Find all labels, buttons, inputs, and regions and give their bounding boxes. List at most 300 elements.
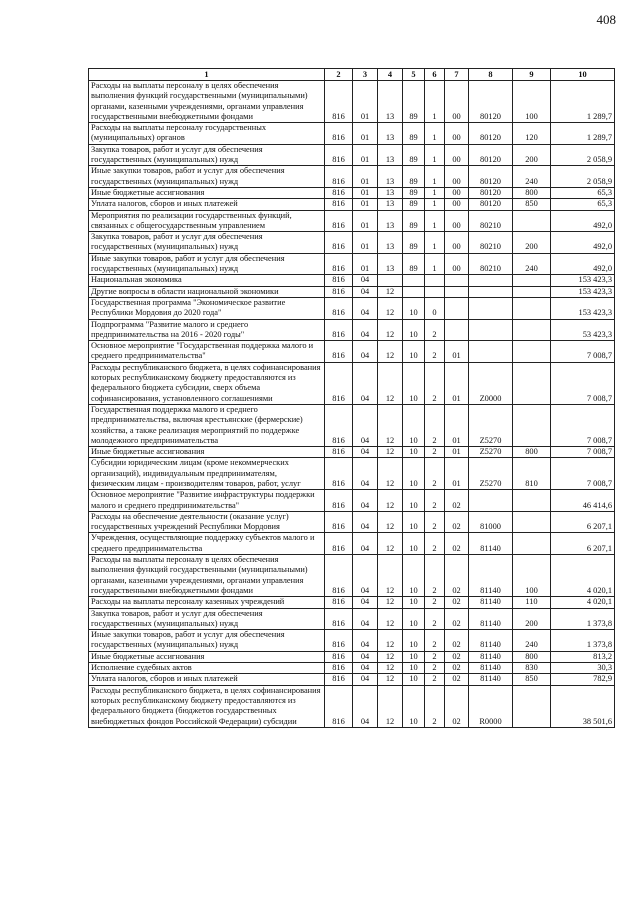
- description-cell: Государственная программа "Экономическое развитие Республики Мордовия до 2020 года": [89, 297, 325, 319]
- measure-code-cell: 02: [445, 533, 469, 555]
- program-code-cell: 10: [403, 651, 425, 662]
- program-code-cell: [403, 275, 425, 286]
- table-row: [89, 319, 615, 341]
- section-code-cell: 01: [353, 210, 378, 232]
- ministry-code-cell: 816: [325, 533, 353, 555]
- ministry-code-cell: 816: [325, 275, 353, 286]
- expense-type-code-cell: [513, 511, 551, 533]
- subprogram-code-cell: 2: [425, 597, 445, 608]
- section-code-cell: 04: [353, 651, 378, 662]
- section-code-cell: 04: [353, 275, 378, 286]
- subprogram-code-cell: 2: [425, 319, 445, 341]
- measure-code-cell: [445, 297, 469, 319]
- subsection-code-cell: 12: [378, 490, 403, 512]
- measure-code-cell: 01: [445, 362, 469, 404]
- program-code-cell: 10: [403, 297, 425, 319]
- expense-type-code-cell: 200: [513, 608, 551, 630]
- amount-cell: 492,0: [551, 210, 615, 232]
- description-cell: Расходы на выплаты персоналу в целях обеспечения выполнения функций государственными (муниципальными) органами, казенными учреждениями, органами управления государственными внебюджетными фондами: [89, 555, 325, 597]
- expense-direction-code-cell: 81140: [469, 630, 513, 652]
- program-code-cell: 10: [403, 490, 425, 512]
- subprogram-code-cell: 2: [425, 555, 445, 597]
- program-code-cell: 10: [403, 404, 425, 446]
- subsection-code-cell: 12: [378, 362, 403, 404]
- section-code-cell: 04: [353, 490, 378, 512]
- ministry-code-cell: 816: [325, 663, 353, 674]
- table-row: [89, 286, 615, 297]
- expense-direction-code-cell: 80120: [469, 144, 513, 166]
- subprogram-code-cell: 1: [425, 166, 445, 188]
- expense-type-code-cell: 200: [513, 144, 551, 166]
- table-row: [89, 297, 615, 319]
- ministry-code-cell: 816: [325, 286, 353, 297]
- program-code-cell: 10: [403, 533, 425, 555]
- table-row: [89, 275, 615, 286]
- measure-code-cell: 00: [445, 199, 469, 210]
- subprogram-code-cell: 1: [425, 199, 445, 210]
- measure-code-cell: 02: [445, 511, 469, 533]
- subprogram-code-cell: 0: [425, 297, 445, 319]
- section-code-cell: 04: [353, 404, 378, 446]
- measure-code-cell: 02: [445, 663, 469, 674]
- section-code-cell: 04: [353, 447, 378, 458]
- measure-code-cell: 01: [445, 447, 469, 458]
- column-header-8: 8: [469, 69, 513, 81]
- amount-cell: 6 207,1: [551, 511, 615, 533]
- description-cell: Иные закупки товаров, работ и услуг для обеспечения государственных (муниципальных) нужд: [89, 630, 325, 652]
- description-cell: Иные закупки товаров, работ и услуг для обеспечения государственных (муниципальных) нужд: [89, 166, 325, 188]
- description-cell: Расходы на выплаты персоналу государственных (муниципальных) органов: [89, 123, 325, 145]
- subsection-code-cell: 12: [378, 511, 403, 533]
- table-row: [89, 663, 615, 674]
- program-code-cell: 10: [403, 608, 425, 630]
- description-cell: Закупка товаров, работ и услуг для обеспечения государственных (муниципальных) нужд: [89, 608, 325, 630]
- subsection-code-cell: 12: [378, 341, 403, 363]
- measure-code-cell: 02: [445, 597, 469, 608]
- description-cell: Закупка товаров, работ и услуг для обеспечения государственных (муниципальных) нужд: [89, 144, 325, 166]
- ministry-code-cell: 816: [325, 232, 353, 254]
- program-code-cell: 10: [403, 685, 425, 727]
- section-code-cell: 04: [353, 362, 378, 404]
- table-row: [89, 232, 615, 254]
- table-row: [89, 81, 615, 123]
- measure-code-cell: 00: [445, 166, 469, 188]
- amount-cell: 492,0: [551, 253, 615, 275]
- table-row: [89, 533, 615, 555]
- section-code-cell: 01: [353, 81, 378, 123]
- subprogram-code-cell: [425, 275, 445, 286]
- program-code-cell: 89: [403, 210, 425, 232]
- expense-type-code-cell: 100: [513, 555, 551, 597]
- subprogram-code-cell: 1: [425, 232, 445, 254]
- measure-code-cell: 01: [445, 404, 469, 446]
- expense-type-code-cell: 850: [513, 199, 551, 210]
- subprogram-code-cell: 2: [425, 651, 445, 662]
- subprogram-code-cell: 2: [425, 608, 445, 630]
- header-row: [89, 69, 615, 81]
- ministry-code-cell: 816: [325, 597, 353, 608]
- program-code-cell: 10: [403, 597, 425, 608]
- section-code-cell: 01: [353, 166, 378, 188]
- measure-code-cell: 00: [445, 187, 469, 198]
- description-cell: Расходы республиканского бюджета, в целях софинансирования которых республиканскому бюджету предоставляются из федерального бюджета субсидии, сверх объема софинансирования, установленного соглашениями: [89, 362, 325, 404]
- expense-direction-code-cell: Z5270: [469, 458, 513, 490]
- ministry-code-cell: 816: [325, 123, 353, 145]
- expense-type-code-cell: [513, 490, 551, 512]
- amount-cell: 7 008,7: [551, 458, 615, 490]
- column-header-6: 6: [425, 69, 445, 81]
- expense-type-code-cell: [513, 404, 551, 446]
- amount-cell: 65,3: [551, 187, 615, 198]
- program-code-cell: 10: [403, 447, 425, 458]
- column-header-9: 9: [513, 69, 551, 81]
- expense-type-code-cell: 240: [513, 630, 551, 652]
- section-code-cell: 04: [353, 286, 378, 297]
- ministry-code-cell: 816: [325, 253, 353, 275]
- amount-cell: 4 020,1: [551, 597, 615, 608]
- table-body: [89, 81, 615, 728]
- table-row: [89, 362, 615, 404]
- ministry-code-cell: 816: [325, 210, 353, 232]
- table-row: [89, 341, 615, 363]
- expense-type-code-cell: [513, 533, 551, 555]
- subprogram-code-cell: 2: [425, 404, 445, 446]
- subsection-code-cell: 12: [378, 555, 403, 597]
- table-row: [89, 144, 615, 166]
- expense-direction-code-cell: 81140: [469, 597, 513, 608]
- expense-direction-code-cell: [469, 319, 513, 341]
- ministry-code-cell: 816: [325, 187, 353, 198]
- expense-direction-code-cell: [469, 490, 513, 512]
- measure-code-cell: 02: [445, 608, 469, 630]
- expense-type-code-cell: 120: [513, 123, 551, 145]
- description-cell: Основное мероприятие "Государственная поддержка малого и среднего предпринимательства": [89, 341, 325, 363]
- subprogram-code-cell: 2: [425, 490, 445, 512]
- subprogram-code-cell: 2: [425, 341, 445, 363]
- subsection-code-cell: 12: [378, 630, 403, 652]
- page-number: 408: [596, 12, 616, 27]
- amount-cell: 1 373,8: [551, 608, 615, 630]
- expense-type-code-cell: 110: [513, 597, 551, 608]
- ministry-code-cell: 816: [325, 630, 353, 652]
- table-row: [89, 187, 615, 198]
- column-header-4: 4: [378, 69, 403, 81]
- expense-direction-code-cell: 80210: [469, 232, 513, 254]
- amount-cell: 38 501,6: [551, 685, 615, 727]
- subsection-code-cell: 13: [378, 144, 403, 166]
- table-row: [89, 555, 615, 597]
- subprogram-code-cell: 2: [425, 458, 445, 490]
- table-row: [89, 511, 615, 533]
- description-cell: Расходы на обеспечение деятельности (оказание услуг) государственных учреждений Республики Мордовия: [89, 511, 325, 533]
- section-code-cell: 01: [353, 187, 378, 198]
- measure-code-cell: 00: [445, 253, 469, 275]
- table-row: [89, 210, 615, 232]
- subsection-code-cell: 13: [378, 166, 403, 188]
- program-code-cell: 10: [403, 341, 425, 363]
- column-header-7: 7: [445, 69, 469, 81]
- description-cell: Подпрограмма "Развитие малого и среднего предпринимательства на 2016 - 2020 годы": [89, 319, 325, 341]
- expense-direction-code-cell: 81140: [469, 555, 513, 597]
- description-cell: Иные бюджетные ассигнования: [89, 651, 325, 662]
- measure-code-cell: 02: [445, 490, 469, 512]
- subsection-code-cell: 12: [378, 404, 403, 446]
- ministry-code-cell: 816: [325, 490, 353, 512]
- expense-direction-code-cell: 80120: [469, 199, 513, 210]
- subprogram-code-cell: 2: [425, 511, 445, 533]
- table-row: [89, 404, 615, 446]
- table-row: [89, 630, 615, 652]
- section-code-cell: 04: [353, 608, 378, 630]
- ministry-code-cell: 816: [325, 555, 353, 597]
- measure-code-cell: 00: [445, 144, 469, 166]
- subprogram-code-cell: 1: [425, 123, 445, 145]
- table-row: [89, 447, 615, 458]
- table-row: [89, 123, 615, 145]
- subsection-code-cell: 12: [378, 447, 403, 458]
- section-code-cell: 04: [353, 511, 378, 533]
- description-cell: Исполнение судебных актов: [89, 663, 325, 674]
- section-code-cell: 01: [353, 144, 378, 166]
- measure-code-cell: [445, 319, 469, 341]
- amount-cell: 2 058,9: [551, 166, 615, 188]
- description-cell: Субсидии юридическим лицам (кроме некоммерческих организаций), индивидуальным предпринимателям, физическим лицам - производителям товаров, работ, услуг: [89, 458, 325, 490]
- subsection-code-cell: 13: [378, 199, 403, 210]
- description-cell: Национальная экономика: [89, 275, 325, 286]
- expense-type-code-cell: 800: [513, 651, 551, 662]
- ministry-code-cell: 816: [325, 144, 353, 166]
- subsection-code-cell: 13: [378, 253, 403, 275]
- ministry-code-cell: 816: [325, 404, 353, 446]
- program-code-cell: 89: [403, 144, 425, 166]
- subsection-code-cell: 12: [378, 674, 403, 685]
- description-cell: Иные закупки товаров, работ и услуг для обеспечения государственных (муниципальных) нужд: [89, 253, 325, 275]
- budget-table: [88, 68, 615, 728]
- expense-type-code-cell: 830: [513, 663, 551, 674]
- table-row: [89, 458, 615, 490]
- amount-cell: 782,9: [551, 674, 615, 685]
- column-header-2: 2: [325, 69, 353, 81]
- subprogram-code-cell: 2: [425, 630, 445, 652]
- program-code-cell: 10: [403, 458, 425, 490]
- table-row: [89, 608, 615, 630]
- subprogram-code-cell: 1: [425, 81, 445, 123]
- expense-direction-code-cell: 80120: [469, 166, 513, 188]
- column-header-3: 3: [353, 69, 378, 81]
- ministry-code-cell: 816: [325, 362, 353, 404]
- description-cell: Мероприятия по реализации государственных функций, связанных с общегосударственным управлением: [89, 210, 325, 232]
- section-code-cell: 04: [353, 674, 378, 685]
- expense-type-code-cell: 240: [513, 253, 551, 275]
- subsection-code-cell: 13: [378, 81, 403, 123]
- subsection-code-cell: 12: [378, 597, 403, 608]
- measure-code-cell: 02: [445, 555, 469, 597]
- section-code-cell: 04: [353, 663, 378, 674]
- description-cell: Расходы республиканского бюджета, в целях софинансирования которых республиканскому бюджету предоставляются из федерального бюджета (бюджетов государственных внебюджетных фондов Российской Федерации) субсидии: [89, 685, 325, 727]
- program-code-cell: [403, 286, 425, 297]
- amount-cell: 1 289,7: [551, 81, 615, 123]
- description-cell: Уплата налогов, сборов и иных платежей: [89, 674, 325, 685]
- measure-code-cell: 02: [445, 651, 469, 662]
- expense-direction-code-cell: [469, 286, 513, 297]
- subsection-code-cell: 13: [378, 123, 403, 145]
- subprogram-code-cell: 2: [425, 685, 445, 727]
- ministry-code-cell: 816: [325, 511, 353, 533]
- subsection-code-cell: 12: [378, 651, 403, 662]
- measure-code-cell: 02: [445, 630, 469, 652]
- section-code-cell: 04: [353, 319, 378, 341]
- section-code-cell: 04: [353, 297, 378, 319]
- expense-type-code-cell: [513, 286, 551, 297]
- expense-type-code-cell: 810: [513, 458, 551, 490]
- ministry-code-cell: 816: [325, 458, 353, 490]
- subprogram-code-cell: 1: [425, 210, 445, 232]
- amount-cell: 153 423,3: [551, 286, 615, 297]
- expense-type-code-cell: 800: [513, 447, 551, 458]
- amount-cell: 4 020,1: [551, 555, 615, 597]
- expense-direction-code-cell: 81140: [469, 674, 513, 685]
- section-code-cell: 01: [353, 253, 378, 275]
- expense-direction-code-cell: Z0000: [469, 362, 513, 404]
- section-code-cell: 04: [353, 685, 378, 727]
- subsection-code-cell: 12: [378, 297, 403, 319]
- program-code-cell: 10: [403, 511, 425, 533]
- subprogram-code-cell: 2: [425, 362, 445, 404]
- description-cell: Основное мероприятие "Развитие инфраструктуры поддержки малого и среднего предпринимательства": [89, 490, 325, 512]
- column-header-1: 1: [89, 69, 325, 81]
- subsection-code-cell: 12: [378, 319, 403, 341]
- expense-type-code-cell: [513, 685, 551, 727]
- measure-code-cell: 02: [445, 685, 469, 727]
- amount-cell: 492,0: [551, 232, 615, 254]
- subsection-code-cell: 12: [378, 685, 403, 727]
- amount-cell: 813,2: [551, 651, 615, 662]
- table-row: [89, 166, 615, 188]
- amount-cell: 7 008,7: [551, 404, 615, 446]
- expense-direction-code-cell: 80210: [469, 210, 513, 232]
- ministry-code-cell: 816: [325, 199, 353, 210]
- section-code-cell: 04: [353, 341, 378, 363]
- expense-direction-code-cell: 81140: [469, 651, 513, 662]
- amount-cell: 7 008,7: [551, 447, 615, 458]
- table-row: [89, 490, 615, 512]
- expense-type-code-cell: [513, 362, 551, 404]
- ministry-code-cell: 816: [325, 674, 353, 685]
- subprogram-code-cell: 2: [425, 447, 445, 458]
- description-cell: Учреждения, осуществляющие поддержку субъектов малого и среднего предпринимательства: [89, 533, 325, 555]
- table-row: [89, 597, 615, 608]
- expense-type-code-cell: [513, 341, 551, 363]
- section-code-cell: 01: [353, 123, 378, 145]
- table-row: [89, 674, 615, 685]
- expense-direction-code-cell: 80120: [469, 123, 513, 145]
- expense-type-code-cell: [513, 210, 551, 232]
- ministry-code-cell: 816: [325, 166, 353, 188]
- amount-cell: 2 058,9: [551, 144, 615, 166]
- measure-code-cell: 01: [445, 341, 469, 363]
- amount-cell: 153 423,3: [551, 297, 615, 319]
- amount-cell: 53 423,3: [551, 319, 615, 341]
- measure-code-cell: [445, 275, 469, 286]
- measure-code-cell: 02: [445, 674, 469, 685]
- program-code-cell: 10: [403, 362, 425, 404]
- ministry-code-cell: 816: [325, 341, 353, 363]
- amount-cell: 6 207,1: [551, 533, 615, 555]
- subsection-code-cell: 12: [378, 663, 403, 674]
- expense-type-code-cell: [513, 319, 551, 341]
- section-code-cell: 04: [353, 555, 378, 597]
- table-row: [89, 199, 615, 210]
- description-cell: Иные бюджетные ассигнования: [89, 187, 325, 198]
- amount-cell: 7 008,7: [551, 362, 615, 404]
- subprogram-code-cell: 1: [425, 253, 445, 275]
- expense-direction-code-cell: [469, 297, 513, 319]
- subprogram-code-cell: 1: [425, 144, 445, 166]
- expense-direction-code-cell: 81000: [469, 511, 513, 533]
- program-code-cell: 89: [403, 187, 425, 198]
- expense-direction-code-cell: 80120: [469, 187, 513, 198]
- expense-direction-code-cell: [469, 275, 513, 286]
- program-code-cell: 89: [403, 81, 425, 123]
- program-code-cell: 89: [403, 232, 425, 254]
- measure-code-cell: [445, 286, 469, 297]
- subprogram-code-cell: 2: [425, 674, 445, 685]
- ministry-code-cell: 816: [325, 297, 353, 319]
- measure-code-cell: 01: [445, 458, 469, 490]
- subprogram-code-cell: 2: [425, 663, 445, 674]
- expense-type-code-cell: 200: [513, 232, 551, 254]
- expense-type-code-cell: 240: [513, 166, 551, 188]
- expense-direction-code-cell: R0000: [469, 685, 513, 727]
- subprogram-code-cell: [425, 286, 445, 297]
- table-row: [89, 651, 615, 662]
- measure-code-cell: 00: [445, 210, 469, 232]
- amount-cell: 1 373,8: [551, 630, 615, 652]
- section-code-cell: 04: [353, 597, 378, 608]
- ministry-code-cell: 816: [325, 447, 353, 458]
- expense-direction-code-cell: [469, 341, 513, 363]
- ministry-code-cell: 816: [325, 319, 353, 341]
- description-cell: Другие вопросы в области национальной экономики: [89, 286, 325, 297]
- subprogram-code-cell: 2: [425, 533, 445, 555]
- expense-type-code-cell: [513, 297, 551, 319]
- subsection-code-cell: [378, 275, 403, 286]
- measure-code-cell: 00: [445, 232, 469, 254]
- subsection-code-cell: 12: [378, 286, 403, 297]
- expense-type-code-cell: [513, 275, 551, 286]
- program-code-cell: 89: [403, 253, 425, 275]
- subsection-code-cell: 12: [378, 458, 403, 490]
- program-code-cell: 10: [403, 555, 425, 597]
- description-cell: Государственная поддержка малого и среднего предпринимательства, включая крестьянские (фермерские) хозяйства, а также реализация мероприятий по поддержке молодежного предпринимательства: [89, 404, 325, 446]
- expense-direction-code-cell: Z5270: [469, 447, 513, 458]
- description-cell: Расходы на выплаты персоналу в целях обеспечения выполнения функций государственными (муниципальными) органами, казенными учреждениями, органами управления государственными внебюджетными фондами: [89, 81, 325, 123]
- subsection-code-cell: 12: [378, 608, 403, 630]
- description-cell: Иные бюджетные ассигнования: [89, 447, 325, 458]
- amount-cell: 1 289,7: [551, 123, 615, 145]
- expense-direction-code-cell: 80210: [469, 253, 513, 275]
- measure-code-cell: 00: [445, 81, 469, 123]
- amount-cell: 7 008,7: [551, 341, 615, 363]
- expense-direction-code-cell: Z5270: [469, 404, 513, 446]
- measure-code-cell: 00: [445, 123, 469, 145]
- program-code-cell: 10: [403, 319, 425, 341]
- amount-cell: 30,3: [551, 663, 615, 674]
- section-code-cell: 04: [353, 630, 378, 652]
- program-code-cell: 89: [403, 166, 425, 188]
- section-code-cell: 04: [353, 458, 378, 490]
- column-header-5: 5: [403, 69, 425, 81]
